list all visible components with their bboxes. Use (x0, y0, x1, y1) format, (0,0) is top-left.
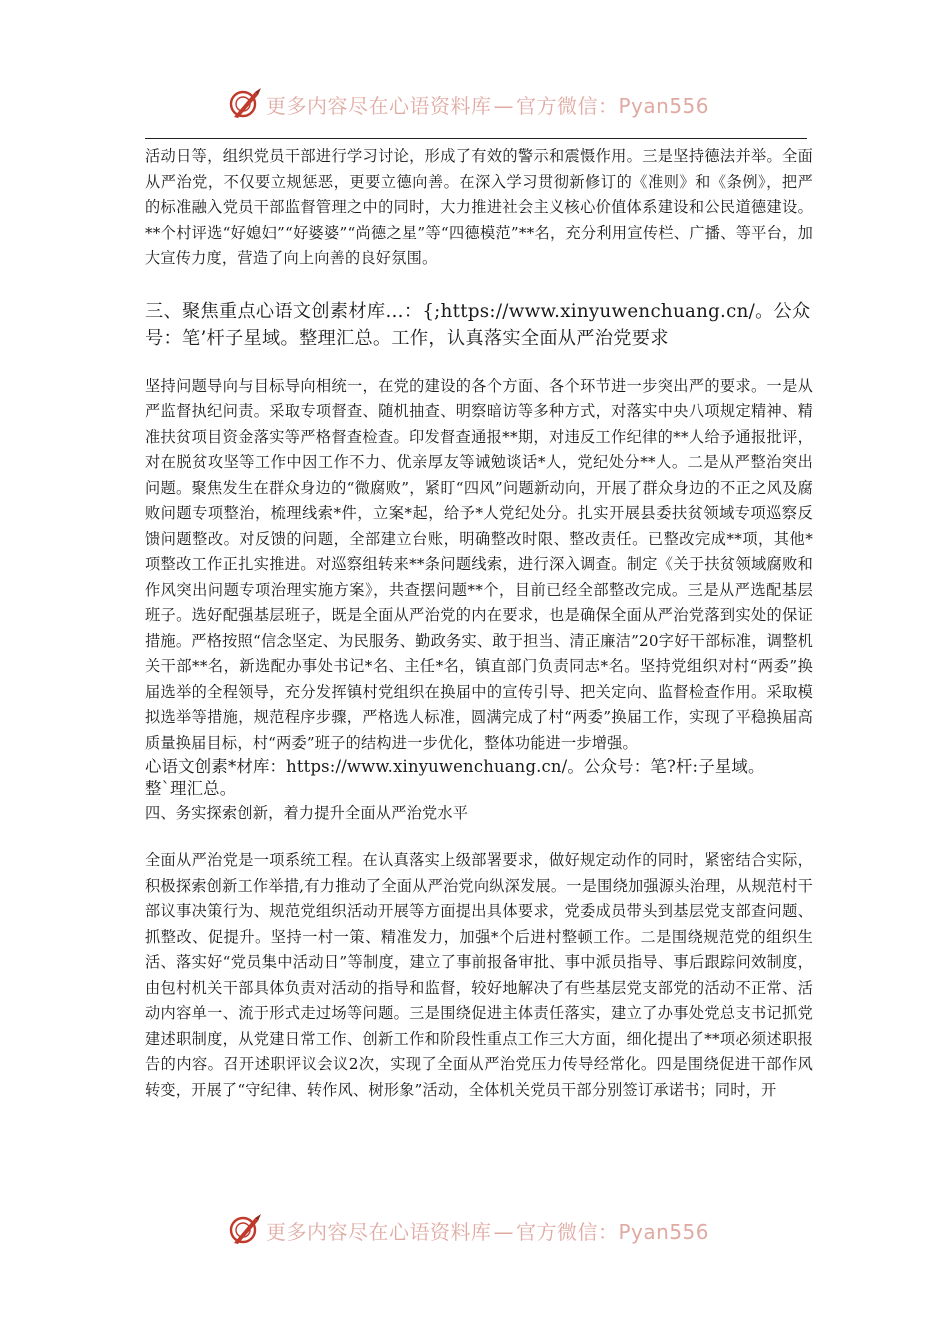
quill-logo-icon (228, 1213, 262, 1247)
header-rule (145, 138, 807, 139)
section-heading-3: 三、聚焦重点心语文创素材库…：{;https://www.xinyuwenchuang.cn/。公众号：笔’杆子星域。整理汇总。工作，认真落实全面从严治党要求 (145, 300, 811, 349)
footer-banner (228, 1210, 748, 1250)
banner-text: 更多内容尽在心语资料库 — 官方微信：Pyan556 (266, 93, 710, 118)
section-heading-4: 四、务实探索创新，着力提升全面从严治党水平 (145, 804, 469, 822)
watermark-note-line-2: 整`理汇总。 (145, 779, 237, 798)
paragraph-3: 全面从严治党是一项系统工程。在认真落实上级部署要求，做好规定动作的同时，紧密结合实际，积极探索创新工作举措,有力推动了全面从严治党向纵深发展。一是围绕加强源头治理，从规范村干部议事决策行为、规范党组织活动开展等方面提出具体要求，党委成员带头到基层党支部查问题、抓整改、促提升。坚持一村一策、精准发力，加强*个后进村整顿工作。二是围绕规范党的组织生活、落实好“党员集中活动日”等制度，建立了事前报备审批、事中派员指导、事后跟踪问效制度，由包村机关干部具体负责对活动的指导和监督，较好地解决了有些基层党支部党的活动不正常、活动内容单一、流于形式走过场等问题。三是围绕促进主体责任落实，建立了办事处党总支书记抓党建述职制度，从党建日常工作、创新工作和阶段性重点工作三大方面，细化提出了**项必须述职报告的内容。召开述职评议会议2次，实现了全面从严治党压力传导经常化。四是围绕促进干部作风转变，开展了“守纪律、转作风、树形象”活动，全体机关党员干部分别签订承诺书；同时，开 (145, 851, 813, 1099)
header-banner (228, 84, 748, 124)
document-body (145, 144, 813, 1103)
banner-text: 更多内容尽在心语资料库 — 官方微信：Pyan556 (266, 1219, 710, 1244)
paragraph-2: 坚持问题导向与目标导向相统一，在党的建设的各个方面、各个环节进一步突出严的要求。一是从严监督执纪问责。采取专项督查、随机抽查、明察暗访等多种方式，对落实中央八项规定精神、精准扶贫项目资金落实等严格督查检查。印发督查通报**期，对违反工作纪律的**人给予通报批评，对在脱贫攻坚等工作中因工作不力、优亲厚友等诫勉谈话*人，党纪处分**人。二是从严整治突出问题。聚焦发生在群众身边的“微腐败”，紧盯“四风”问题新动向，开展了群众身边的不正之风及腐败问题专项整治，梳理线索*件，立案*起，给予*人党纪处分。扎实开展县委扶贫领域专项巡察反馈问题整改。对反馈的问题，全部建立台账，明确整改时限、整改责任。已整改完成**项，其他*项整改工作正扎实推进。对巡察组转来**条问题线索，进行深入调查。制定《关于扶贫领域腐败和作风突出问题专项治理实施方案》，共查摆问题**个，目前已经全部整改完成。三是从严选配基层班子。选好配强基层班子，既是全面从严治党的内在要求，也是确保全面从严治党落到实处的保证措施。严格按照“信念坚定、为民服务、勤政务实、敢于担当、清正廉洁”20字好干部标准，调整机关干部**名，新选配办事处书记*名、主任*名，镇直部门负责同志*名。坚持党组织对村“两委”换届选举的全程领导，充分发挥镇村党组织在换届中的宣传引导、把关定向、监督检查作用。采取模拟选举等措施，规范程序步骤，严格选人标准，圆满完成了村“两委”换届工作，实现了平稳换届高质量换届目标，村“两委”班子的结构进一步优化，整体功能进一步增强。 (145, 376, 813, 752)
watermark-note-line-1: 心语文创素*材库：https://www.xinyuwenchuang.cn/。公众号：笔?杆:子星域。 (145, 757, 765, 776)
paragraph-1: 活动日等，组织党员干部进行学习讨论，形成了有效的警示和震慑作用。三是坚持德法并举。全面从严治党，不仅要立规惩恶，更要立德向善。在深入学习贯彻新修订的《准则》和《条例》，把严的标准融入党员干部监督管理之中的同时，大力推进社会主义核心价值体系建设和公民道德建设。**个村评选“好媳妇”“好婆婆”“尚德之星”等“四德模范”**名，充分利用宣传栏、广播、等平台，加大宣传力度，营造了向上向善的良好氛围。 (145, 147, 813, 267)
quill-logo-icon (228, 87, 262, 121)
